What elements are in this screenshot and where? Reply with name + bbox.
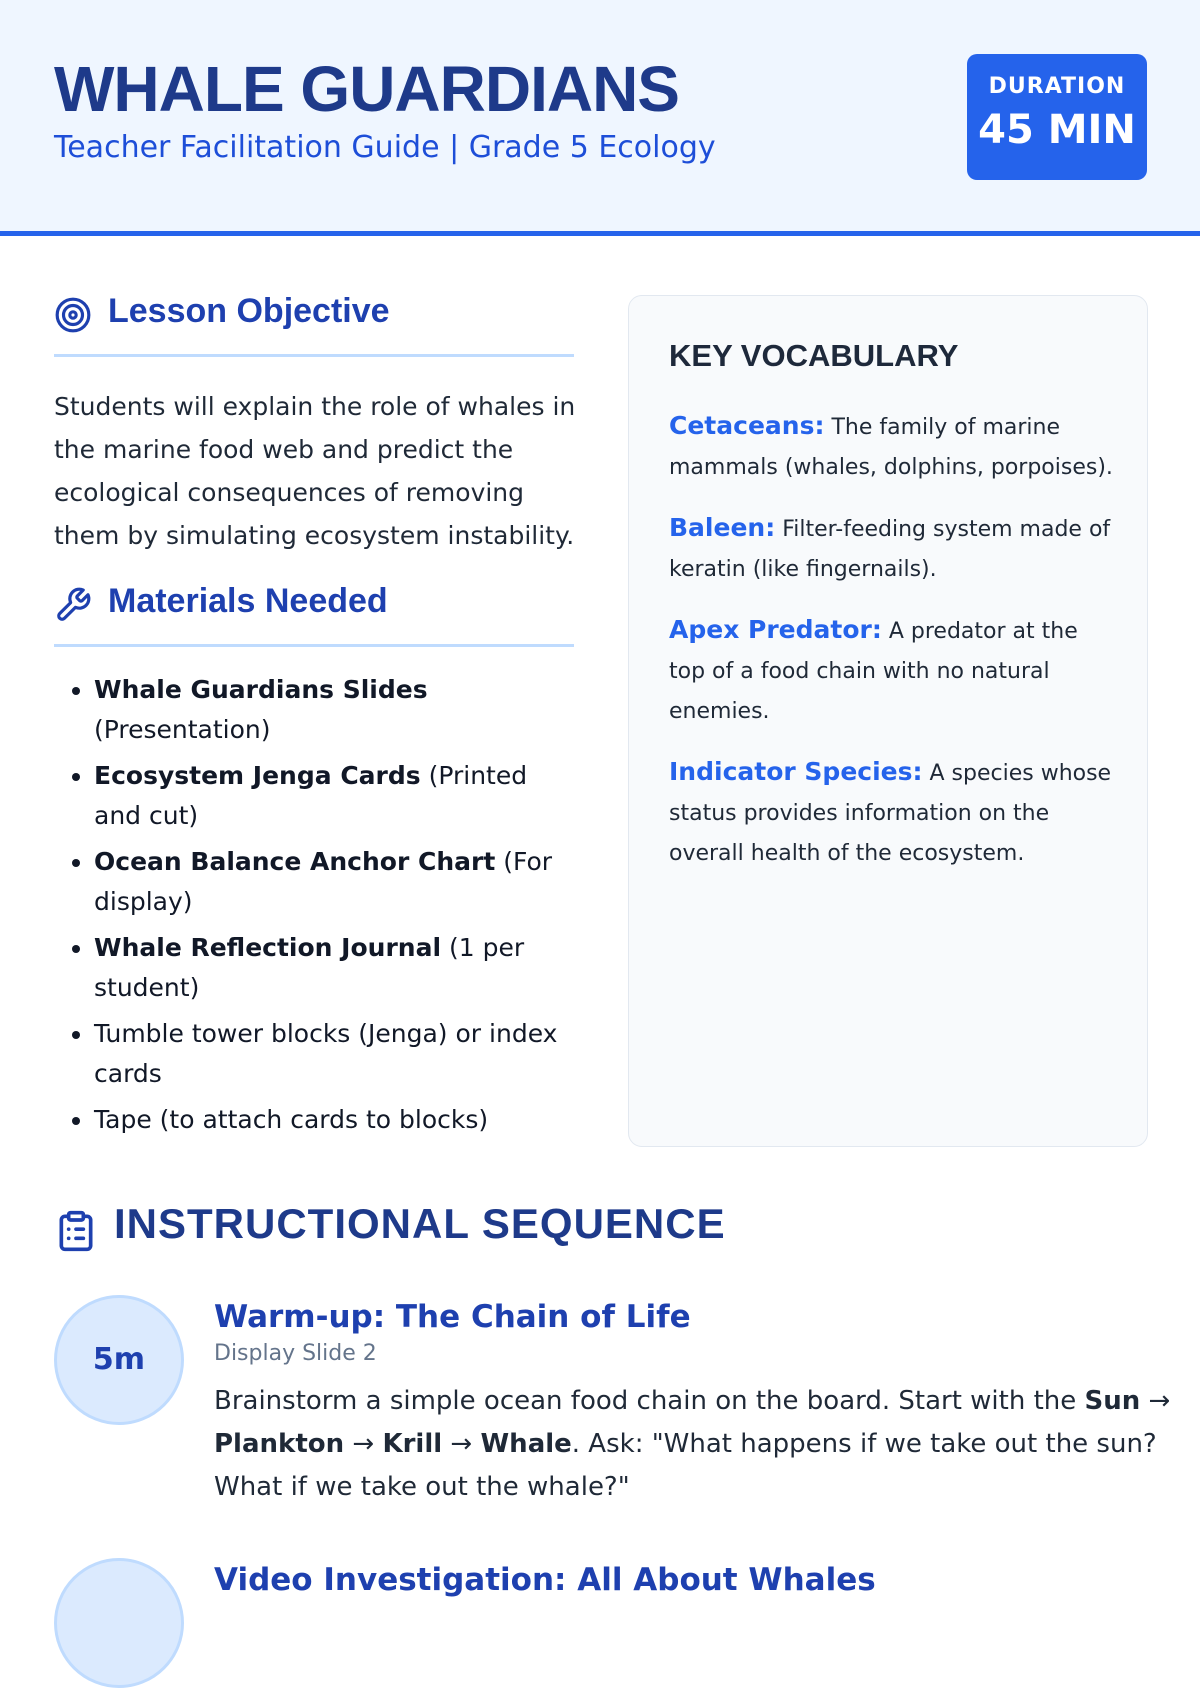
vocabulary-list	[669, 406, 1119, 894]
step-time-badge: 5m	[54, 1295, 184, 1425]
list-item: • Ecosystem Jenga Cards (Printed and cut)	[94, 756, 579, 836]
target-icon	[54, 296, 92, 334]
step-description: Brainstorm a simple ocean food chain on the board. Start with the Sun → Plankton → Krill → Whale. Ask: "What happens if we take out the sun? What if we take out the whale?"	[214, 1386, 1171, 1502]
vocabulary-term: Baleen:	[669, 513, 776, 542]
vocabulary-term: Apex Predator:	[669, 615, 882, 644]
step-subtitle: Display Slide 2	[214, 1341, 377, 1366]
vocabulary-item	[669, 610, 1119, 732]
wrench-icon	[54, 586, 92, 624]
objective-heading: Lesson Objective	[108, 292, 390, 330]
list-item: • Ocean Balance Anchor Chart (For display)	[94, 842, 579, 922]
vocabulary-card	[628, 295, 1148, 1147]
vocabulary-definition: Filter-feeding system made of keratin (like fingernails).	[669, 517, 1111, 582]
clipboard-icon	[54, 1208, 98, 1254]
step-body	[214, 1558, 1189, 1602]
step-title: Warm-up: The Chain of Life	[214, 1299, 691, 1335]
vocabulary-item	[669, 752, 1119, 874]
duration-value: 45 MIN	[978, 107, 1136, 153]
vocabulary-definition: The family of marine mammals (whales, dolphins, porpoises).	[669, 415, 1113, 480]
list-item: • Tape (to attach cards to blocks)	[94, 1100, 579, 1140]
duration-label: DURATION	[988, 74, 1126, 99]
vocabulary-item	[669, 406, 1119, 488]
materials-section-header	[54, 582, 574, 647]
page-header	[0, 0, 1200, 236]
sequence-heading: INSTRUCTIONAL SEQUENCE	[114, 1200, 726, 1247]
vocabulary-heading: KEY VOCABULARY	[669, 338, 959, 373]
page-subtitle: Teacher Facilitation Guide | Grade 5 Ecology	[54, 130, 716, 165]
objective-text: Students will explain the role of whales in the marine food web and predict the ecological consequences of removing them by simulating ecosystem instability.	[54, 392, 576, 550]
list-item: • Whale Reflection Journal (1 per student)	[94, 928, 579, 1008]
vocabulary-term: Cetaceans:	[669, 411, 825, 440]
list-item: • Tumble tower blocks (Jenga) or index cards	[94, 1014, 579, 1094]
step-body	[214, 1295, 1189, 1509]
page-title: WHALE GUARDIANS	[54, 53, 679, 125]
step-title: Video Investigation: All About Whales	[214, 1562, 876, 1598]
vocabulary-definition: A predator at the top of a food chain with no natural enemies.	[669, 619, 1078, 724]
sequence-section-header	[54, 1200, 954, 1260]
materials-heading: Materials Needed	[108, 582, 388, 620]
duration-badge	[967, 54, 1147, 180]
vocabulary-term: Indicator Species:	[669, 757, 923, 786]
vocabulary-item	[669, 508, 1119, 590]
vocabulary-definition: A species whose status provides information on the overall health of the ecosystem.	[669, 761, 1112, 866]
objective-section-header	[54, 292, 574, 357]
list-item: • Whale Guardians Slides (Presentation)	[94, 670, 579, 750]
step-time-badge	[54, 1558, 184, 1688]
materials-list	[54, 670, 579, 1146]
